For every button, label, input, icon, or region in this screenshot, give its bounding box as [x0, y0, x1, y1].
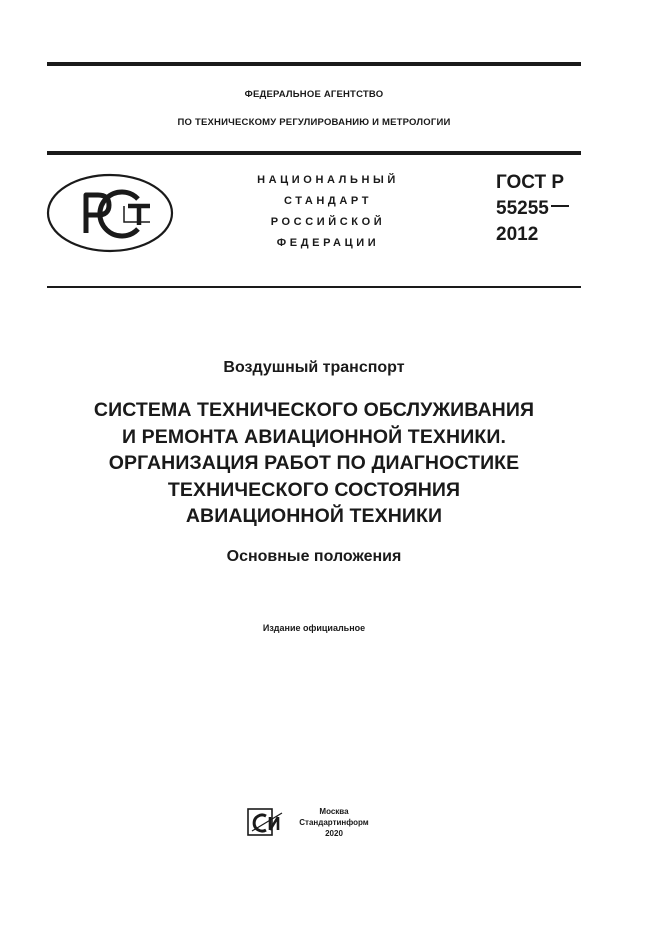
designation-year: 2012: [496, 224, 539, 245]
title-line-1: СИСТЕМА ТЕХНИЧЕСКОГО ОБСЛУЖИВАНИЯ: [93, 399, 535, 421]
publisher-block: [288, 806, 380, 839]
designation-dash: [551, 205, 569, 207]
designation-number: 55255: [496, 198, 549, 219]
title-line-3: ОРГАНИЗАЦИЯ РАБОТ ПО ДИАГНОСТИКЕ: [108, 452, 520, 474]
header-rule: [47, 151, 581, 155]
document-title: [47, 397, 581, 530]
national-line-4: ФЕДЕРАЦИИ: [276, 237, 380, 249]
designation-number-row: [496, 196, 569, 222]
publisher-name: Стандартинформ: [299, 818, 369, 827]
designation-prefix: ГОСТ Р: [496, 172, 565, 193]
national-line-2: СТАНДАРТ: [283, 195, 373, 207]
national-line-1: НАЦИОНАЛЬНЫЙ: [257, 174, 399, 186]
national-line-3: РОССИЙСКОЙ: [270, 216, 386, 228]
rst-logo-icon: [46, 173, 174, 253]
standartinform-logo-icon: [246, 807, 286, 837]
standard-rule: [47, 286, 581, 288]
title-line-5: АВИАЦИОННОЙ ТЕХНИКИ: [185, 505, 443, 527]
national-standard-label: [218, 170, 438, 254]
standard-designation: [496, 170, 569, 248]
title-line-4: ТЕХНИЧЕСКОГО СОСТОЯНИЯ: [167, 478, 461, 501]
top-rule: [47, 62, 581, 66]
publisher-city: Москва: [319, 807, 349, 816]
title-line-2: И РЕМОНТА АВИАЦИОННОЙ ТЕХНИКИ.: [122, 425, 506, 448]
agency-line-1: ФЕДЕРАЛЬНОЕ АГЕНТСТВО: [244, 89, 384, 100]
document-subtitle: Основные положения: [226, 548, 402, 565]
publisher-year: 2020: [325, 829, 343, 838]
document-subject: Воздушный транспорт: [223, 359, 405, 376]
edition-note: Издание официальное: [262, 623, 366, 633]
agency-line-2: ПО ТЕХНИЧЕСКОМУ РЕГУЛИРОВАНИЮ И МЕТРОЛОГИИ: [177, 117, 451, 128]
